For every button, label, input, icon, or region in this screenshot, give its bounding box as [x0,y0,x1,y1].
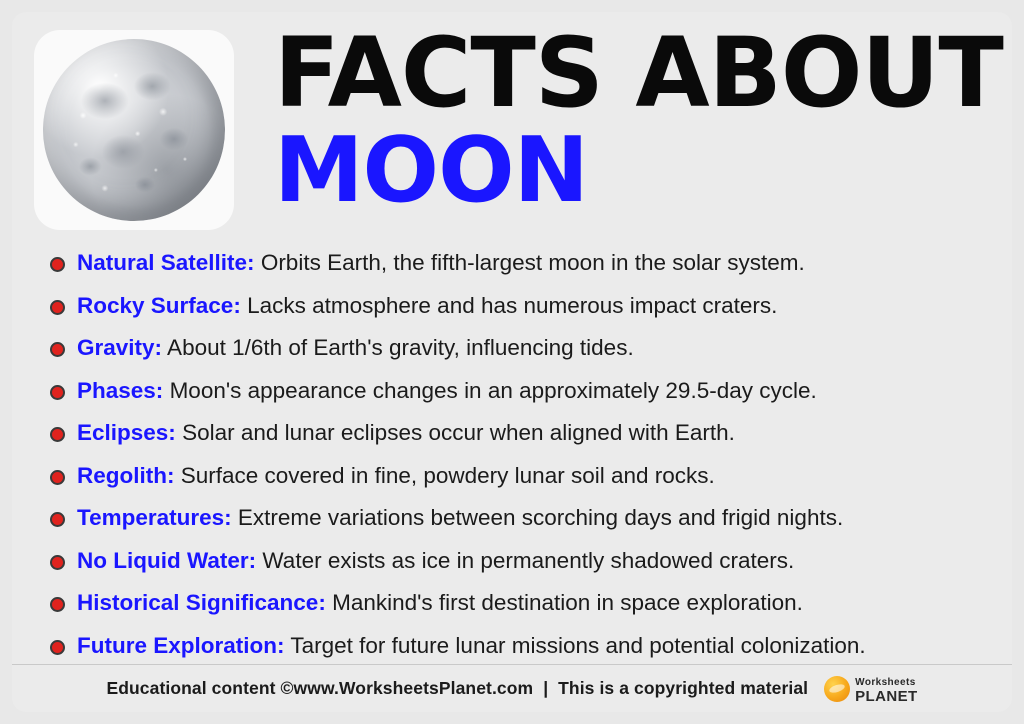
bullet-icon [50,640,65,655]
fact-text [77,633,866,659]
fact-text [77,293,777,319]
fact-text [77,463,715,489]
fact-text [77,420,735,446]
list-item [50,420,1000,463]
worksheets-planet-logo [824,673,917,705]
list-item [50,463,1000,506]
planet-icon [824,676,850,702]
list-item [50,335,1000,378]
bullet-icon [50,470,65,485]
footer-separator: | [543,678,549,698]
bullet-icon [50,257,65,272]
bullet-icon [50,597,65,612]
fact-term: Phases: [77,377,164,403]
fact-description: Surface covered in fine, powdery lunar soil and rocks. [174,462,715,488]
list-item [50,505,1000,548]
footer-left-text: Educational content ©www.WorksheetsPlanet.com [106,678,534,698]
fact-description: About 1/6th of Earth's gravity, influencing tides. [162,335,634,360]
fact-term: Gravity: [77,335,163,360]
fact-description: Water exists as ice in permanently shadowed craters. [256,547,795,573]
fact-term: Natural Satellite: [77,250,255,275]
poster-header [12,12,1012,227]
logo-text [855,673,917,705]
fact-description: Moon's appearance changes in an approximately 29.5-day cycle. [163,377,817,403]
bullet-icon [50,512,65,527]
bullet-icon [50,555,65,570]
fact-text [77,548,794,574]
list-item [50,590,1000,633]
bullet-icon [50,342,65,357]
list-item [50,250,1000,293]
fact-text [77,378,817,404]
fact-text [77,335,634,361]
fact-description: Lacks atmosphere and has numerous impact craters. [240,292,778,318]
bullet-icon [50,300,65,315]
facts-list [50,250,1000,675]
fact-text [77,590,803,616]
fact-text [77,250,805,276]
page-title: FACTS ABOUT [274,17,1003,129]
fact-description: Target for future lunar missions and potential colonization. [284,632,866,658]
logo-top-text: Worksheets [855,676,916,688]
moon-icon [43,39,225,221]
poster-footer [12,664,1012,712]
fact-term: No Liquid Water: [77,547,257,573]
fact-term: Future Exploration: [77,632,285,658]
bullet-icon [50,385,65,400]
fact-term: Temperatures: [77,505,232,530]
fact-description: Mankind's first destination in space exploration. [325,590,803,615]
footer-right-text: This is a copyrighted material [558,678,809,698]
fact-term: Regolith: [77,462,175,488]
fact-description: Orbits Earth, the fifth-largest moon in the solar system. [254,250,805,275]
poster-card [12,12,1012,712]
logo-bottom-text: PLANET [855,687,918,705]
fact-term: Eclipses: [77,420,176,445]
page-subtitle: MOON [274,118,588,224]
list-item [50,293,1000,336]
list-item [50,548,1000,591]
moon-image-tile [34,30,234,230]
list-item [50,378,1000,421]
title-block [274,17,1003,224]
fact-description: Extreme variations between scorching days and frigid nights. [231,505,844,530]
fact-term: Historical Significance: [77,590,326,615]
fact-text [77,505,843,531]
fact-description: Solar and lunar eclipses occur when aligned with Earth. [175,420,735,445]
bullet-icon [50,427,65,442]
fact-term: Rocky Surface: [77,292,241,318]
